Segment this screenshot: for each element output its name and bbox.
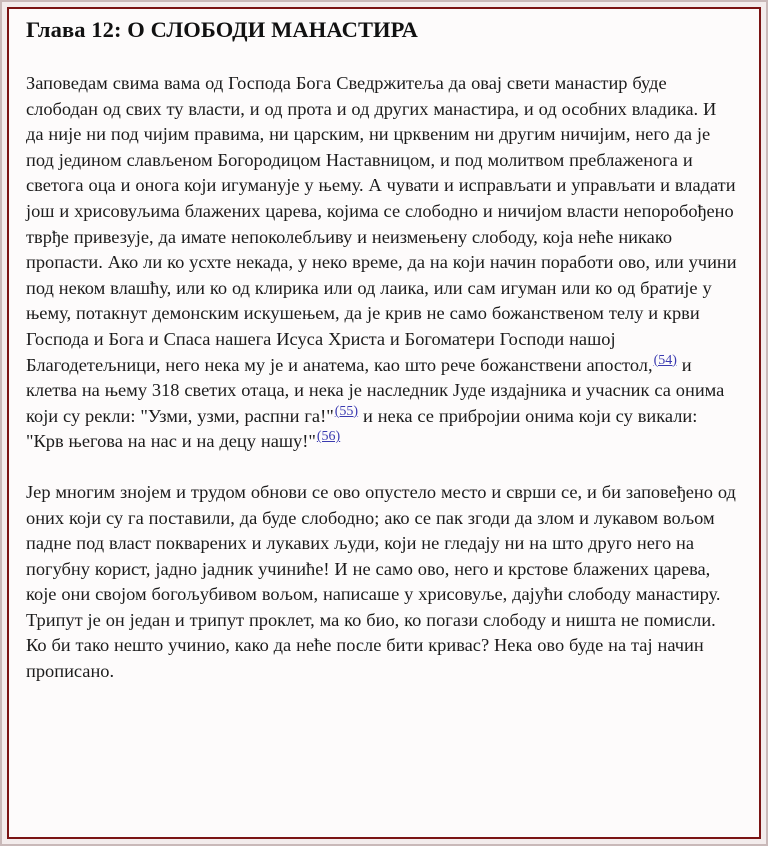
paragraph-1-part-3: и нека се прибројии онима који су викали: "Крв његова на нас и на децу нашу!" [26,405,698,452]
paragraph-1 [26,71,737,455]
paragraph-1-part-2: и клетва на њему 318 светих отаца, и нека је наследник Јуде издајника и учасник са онима који су рекли: "Узми, узми, распни га!" [26,354,725,426]
footnote-link-55[interactable]: (55) [334,403,359,419]
paragraph-2: Јер многим знојем и трудом обнови се ово опустело место и сврши се, и би заповеђено од оних који су га поставили, да буде слободно; ако се пак згоди да злом и лукавом вољом падне под власт покварених и лукавих људи, који не гледају ни на што друго него на погубну корист, јадно јадник учиниће! И не само ово, него и крстове блажених царева, које они својом богољубивом вољом, написаше у хрисовуље, дајући слободу манастиру. Трипут је он један и трипут проклет, ма ко био, ко погази слободу и ништа не помисли. Ко би тако нешто учинио, како да неће после бити криваc? Нека ово буде на тај начин прописано. [26,481,736,682]
paragraph-1-part-1: Заповедам свима вама од Господа Бога Сведржитеља да овај свети манастир буде слободан од свих ту власти, и од прота и од других манастира, и од особних владика. И да није ни под чијим правима, ни царским, ни црквеним ни другим ничијим, него да је под јединoм слављеном Богородицом Наставницом, и под молитвом преблаженога и светога оца и онога који игумануje у њему. А чувати и исправљати и управљати и владати још и хрисовуљима блажених царева, којима се слободно и ничијом власти непоробођено тврђе привезује, да имате непоколебљиву и неизмењену слободу, која неће никако пропасти. Ако ли ко усхте некада, у неко време, да на који начин поработи ово, или учини под неком влашћу, или ко од клирика или од лаика, или сам игуман или ко од братије у њему, потакнут демонским искушењем, да је крив не само божанственом телу и крви Господа и Бога и Спаса нашега Исуса Христа и Богоматери Господи нашој Благодетељници, него нека му је и анатема, као што рече божанствени апостол, [26,73,737,375]
chapter-panel [7,7,761,839]
footnote-link-56[interactable]: (56) [316,429,341,445]
chapter-heading: Глава 12: О СЛОБОДИ МАНАСТИРА [26,17,418,42]
footnote-link-54[interactable]: (54) [653,352,677,368]
